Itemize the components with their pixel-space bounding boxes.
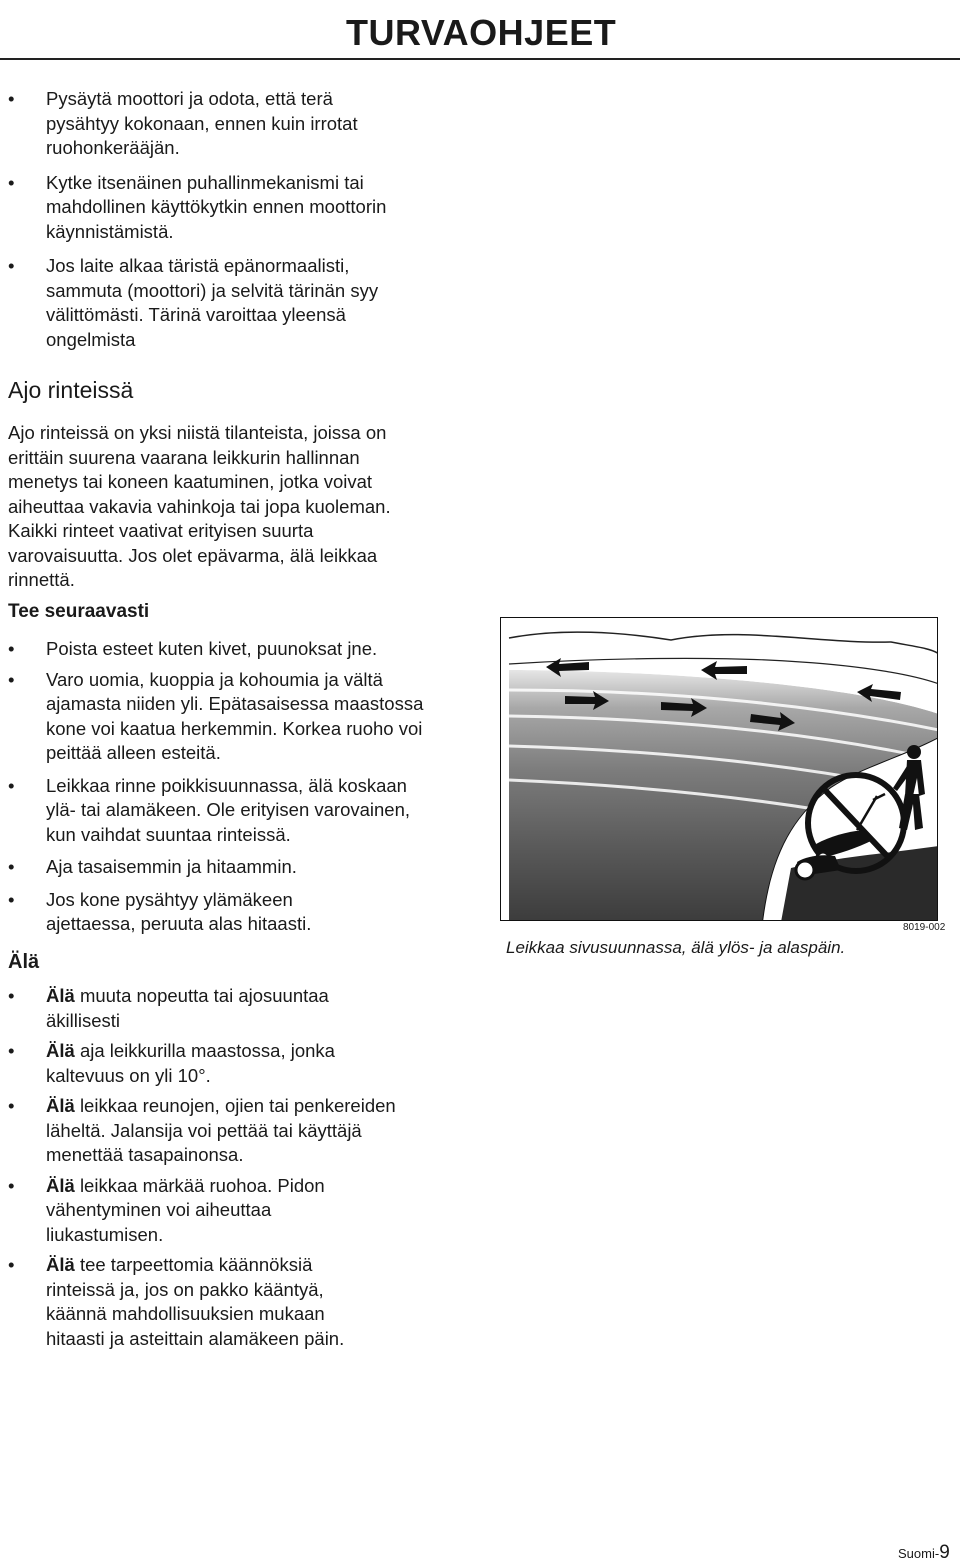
dont-bullet-list bbox=[8, 984, 478, 1351]
do-bullet-list bbox=[8, 637, 478, 937]
page-title: TURVAOHJEET bbox=[346, 12, 617, 53]
bullet-icon: • bbox=[8, 1095, 15, 1116]
dont-keyword: Älä bbox=[46, 1040, 80, 1061]
arrow-left-icon bbox=[701, 661, 747, 680]
bullet-icon: • bbox=[8, 774, 15, 796]
bullet-icon: • bbox=[8, 668, 15, 690]
list-item-text: tee tarpeettomia käännöksiä rinteissä ja, jos on pakko kääntyä, käännä mahdollisuuksien mukaan hitaasti ja asteittain alamäkeen päin. bbox=[46, 1254, 345, 1349]
dont-keyword: Älä bbox=[46, 1095, 80, 1116]
list-item-text: Jos kone pysähtyy ylämäkeen ajettaessa, peruuta alas hitaasti. bbox=[46, 888, 312, 934]
list-item bbox=[8, 1094, 406, 1168]
list-item-text: Leikkaa rinne poikkisuunnassa, älä koskaan ylä- tai alamäkeen. Ole erityisen varovainen, kun vaihdat suuntaa rinteissä. bbox=[46, 774, 411, 845]
slope-drawing bbox=[501, 618, 938, 921]
bullet-icon: • bbox=[8, 856, 15, 877]
list-item-text: aja leikkurilla maastossa, jonka kaltevuus on yli 10°. bbox=[46, 1040, 335, 1086]
bullet-icon: • bbox=[8, 985, 15, 1006]
footer-label: Suomi- bbox=[898, 1546, 940, 1561]
list-item bbox=[8, 171, 406, 245]
list-item bbox=[8, 774, 426, 848]
bullet-icon: • bbox=[8, 88, 15, 109]
list-item bbox=[8, 254, 424, 352]
list-item bbox=[8, 668, 426, 766]
bullet-icon: • bbox=[8, 888, 15, 910]
bullet-icon: • bbox=[8, 1174, 15, 1196]
list-item-text: Jos laite alkaa täristä epänormaalisti, sammuta (moottori) ja selvitä tärinän syy välittömästi. Tärinä varoittaa yleensä ongelmista bbox=[46, 255, 379, 350]
list-item-text: leikkaa märkää ruohoa. Pidon vähentyminen voi aiheuttaa liukastumisen. bbox=[46, 1174, 325, 1245]
dont-keyword: Älä bbox=[46, 985, 80, 1006]
header-divider bbox=[0, 58, 960, 60]
list-item bbox=[8, 1039, 396, 1088]
do-heading: Tee seuraavasti bbox=[8, 601, 150, 622]
list-item bbox=[8, 637, 426, 662]
page-footer bbox=[898, 1542, 950, 1564]
list-item-text: leikkaa reunojen, ojien tai penkereiden läheltä. Jalansija voi pettää tai käyttäjä menettää tasapainonsa. bbox=[46, 1095, 396, 1165]
bullet-icon: • bbox=[8, 255, 15, 276]
list-item-text: Aja tasaisemmin ja hitaammin. bbox=[46, 856, 297, 877]
list-item bbox=[8, 984, 396, 1033]
list-item bbox=[8, 1174, 366, 1248]
dont-heading: Älä bbox=[8, 951, 40, 973]
list-item bbox=[8, 1253, 386, 1351]
figure-caption: Leikkaa sivusuunnassa, älä ylös- ja alaspäin. bbox=[506, 938, 846, 957]
figure-code: 8019-002 bbox=[903, 922, 946, 933]
page-number: 9 bbox=[939, 1542, 950, 1563]
list-item bbox=[8, 888, 376, 937]
bullet-icon: • bbox=[8, 1040, 15, 1061]
list-item bbox=[8, 87, 406, 161]
bullet-icon: • bbox=[8, 1254, 15, 1275]
section-heading: Ajo rinteissä bbox=[8, 377, 134, 403]
list-item bbox=[8, 855, 426, 880]
dont-keyword: Älä bbox=[46, 1174, 80, 1196]
list-item-text: Kytke itsenäinen puhallinmekanismi tai mahdollinen käyttökytkin ennen moottorin käynnistämistä. bbox=[46, 171, 387, 242]
bullet-icon: • bbox=[8, 638, 15, 659]
slope-illustration bbox=[500, 617, 938, 921]
list-item-text: Varo uomia, kuoppia ja kohoumia ja vältä ajamasta niiden yli. Epätasaisessa maastossa kone voi kaatua herkemmin. Korkea ruoho voi peittää alleen esteitä. bbox=[46, 668, 424, 763]
intro-bullet-list bbox=[8, 87, 478, 352]
section-paragraph: Ajo rinteissä on yksi niistä tilanteista, joissa on erittäin suurena vaarana leikkurin hallinnan menetys tai koneen kaatuminen, jotka voivat aiheuttaa vakavia vahinkoja tai jopa kuoleman. Kaikki rinteet vaativat erityisen suurta varovaisuutta. Jos olet epävarma, älä leikkaa rinnettä. bbox=[8, 422, 391, 590]
list-item-text: Poista esteet kuten kivet, puunoksat jne. bbox=[46, 638, 378, 659]
list-item-text: Pysäytä moottori ja odota, että terä pysähtyy kokonaan, ennen kuin irrotat ruohonkerääjän. bbox=[46, 88, 358, 158]
dont-keyword: Älä bbox=[46, 1254, 80, 1275]
bullet-icon: • bbox=[8, 171, 15, 193]
list-item-text: muuta nopeutta tai ajosuuntaa äkillisesti bbox=[46, 985, 329, 1031]
